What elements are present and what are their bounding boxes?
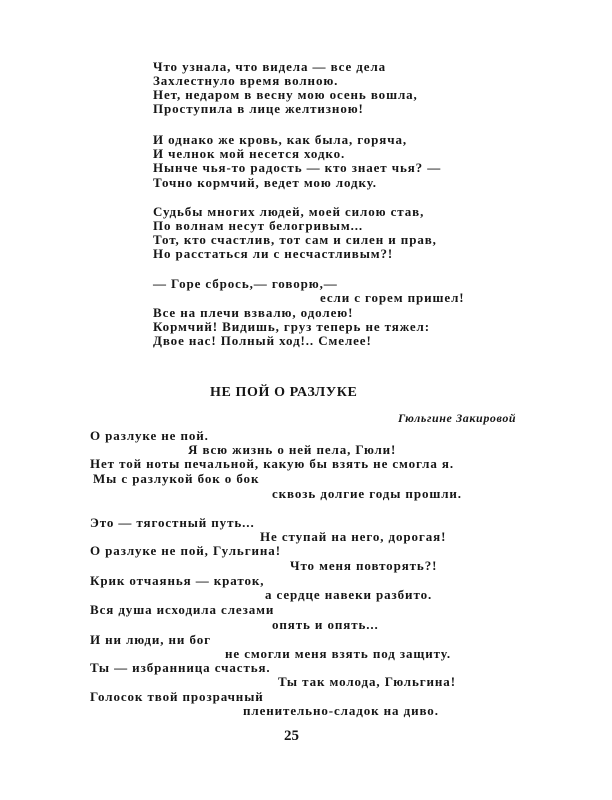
poem-line: — Горе сбрось,— говорю,— [153,276,338,291]
poem-line: По волнам несут белогривым... [153,218,364,233]
poem-line: Тот, кто счастлив, тот сам и силен и прав, [153,232,437,247]
poem-line: опять и опять... [272,617,379,632]
poem-line: Точно кормчий, ведет мою лодку. [153,175,377,190]
poem-line: Голосок твой прозрачный [90,689,264,704]
poem-line: Нет, недаром в весну мою осень вошла, [153,87,418,102]
poem-line: Мы с разлукой бок о бок [93,471,260,486]
poem-line: И однако же кровь, как была, горяча, [153,132,407,147]
poem-line: Но расстаться ли с несчастливым?! [153,246,394,261]
poem-line: пленительно-сладок на диво. [243,703,439,718]
poem-title: НЕ ПОЙ О РАЗЛУКЕ [210,385,358,400]
poem-line: Что узнала, что видела — все дела [153,59,387,74]
poem-line: Ты так молода, Гюльгина! [278,674,456,689]
poem-line: Проступила в лице желтизною! [153,101,364,116]
poem-line: Крик отчаянья — краток, [90,573,265,588]
poem-line: Не ступай на него, дорогая! [260,529,447,544]
poem-line: а сердце навеки разбито. [265,587,433,602]
poem-line: Я всю жизнь о ней пела, Гюли! [188,442,397,457]
poem-line: Нынче чья-то радость — кто знает чья? — [153,160,442,175]
poem-line: не смогли меня взять под защиту. [225,646,452,661]
poem-line: О разлуке не пой. [90,428,209,443]
poem-dedication: Гюльгине Закировой [398,411,517,425]
poem-line: Кормчий! Видишь, груз теперь не тяжел: [153,319,430,334]
poem-line: Это — тягостный путь... [90,515,255,530]
poem-line: Судьбы многих людей, моей силою став, [153,204,425,219]
poem-line: Ты — избранница счастья. [90,660,271,675]
poem-line: Что меня повторять?! [290,558,438,573]
poem-line: О разлуке не пой, Гульгина! [90,543,281,558]
poem-line: И челнок мой несется ходко. [153,146,346,161]
poem-line: Нет той ноты печальной, какую бы взять не смогла я. [90,456,455,471]
poem-line: сквозь долгие годы прошли. [272,486,462,501]
poem-line: Все на плечи взвалю, одолею! [153,305,354,320]
page-number: 25 [284,728,299,744]
poem-line: Захлестнуло время волною. [153,73,339,88]
poem-line: И ни люди, ни бог [90,632,211,647]
poem-line: Вся душа исходила слезами [90,602,275,617]
poem-line: если с горем пришел! [320,290,465,305]
poem-line: Двое нас! Полный ход!.. Смелее! [153,333,372,348]
